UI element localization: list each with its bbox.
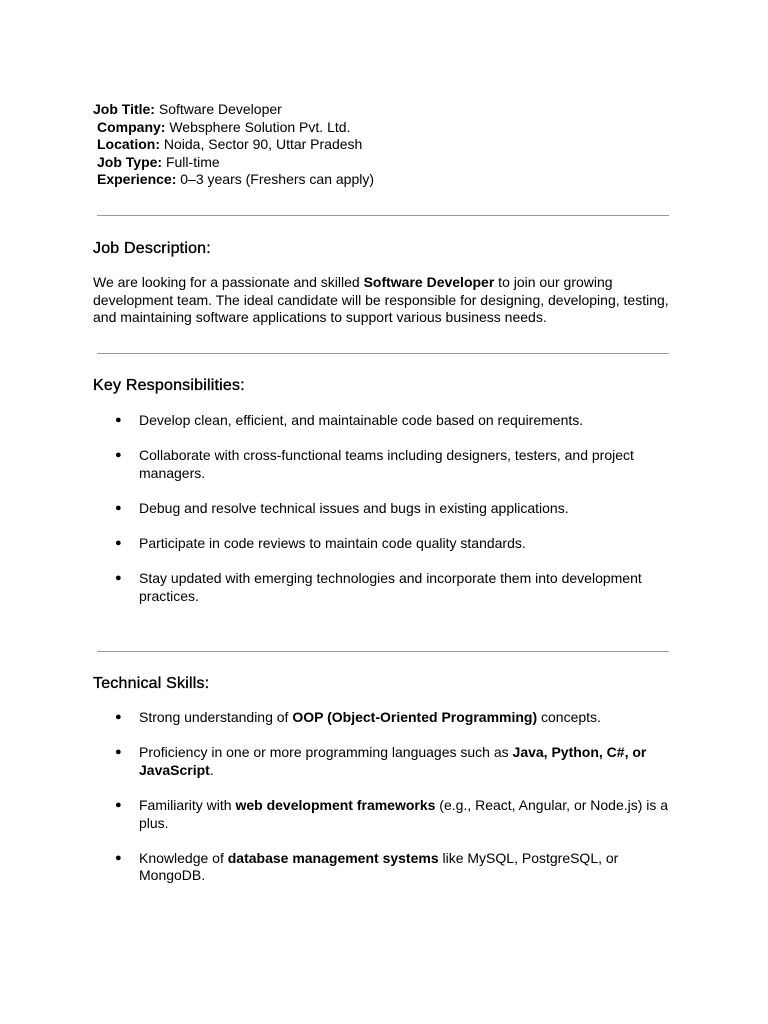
skill-text-pre: Proficiency in one or more programming languages such as	[139, 744, 513, 761]
technical-skills-heading: Technical Skills:	[93, 675, 210, 692]
skill-text-bold: Java, Python, C#, or JavaScript	[139, 744, 647, 778]
experience-row	[93, 171, 374, 189]
skill-text-post: (e.g., React, Angular, or Node.js) is a plus.	[139, 796, 669, 831]
skill-text-post: like MySQL, PostgreSQL, or MongoDB.	[139, 849, 619, 884]
responsibility-text: Collaborate with cross-functional teams including designers, testers, and project managers.	[139, 447, 634, 481]
bullet-icon: ●	[115, 449, 122, 462]
section-divider	[97, 651, 669, 652]
bullet-icon: ●	[115, 851, 122, 864]
responsibilities-list	[93, 412, 673, 623]
bullet-icon: ●	[115, 746, 122, 759]
list-item	[93, 500, 673, 518]
job-title-label: Job Title:	[93, 101, 155, 117]
location-row	[93, 136, 374, 154]
responsibility-text: Participate in code reviews to maintain code quality standards.	[139, 535, 526, 552]
company-value: Websphere Solution Pvt. Ltd.	[169, 118, 351, 135]
key-responsibilities-heading: Key Responsibilities:	[93, 377, 245, 394]
skill-text-post: concepts.	[537, 709, 601, 725]
description-text-bold: Software Developer	[363, 274, 495, 290]
skill-text-pre: Knowledge of	[139, 849, 228, 866]
skill-text-pre: Familiarity with	[139, 796, 236, 813]
description-text-end: to join our growing development team. The ideal candidate will be responsible for designing, developing, testing, and maintaining software applications to support various business needs.	[93, 274, 669, 326]
job-description-heading: Job Description:	[93, 240, 211, 257]
job-type-value: Full-time	[165, 153, 220, 170]
list-item	[93, 744, 673, 779]
experience-label: Experience:	[97, 171, 177, 188]
job-type-row	[93, 154, 374, 172]
bullet-icon: ●	[115, 798, 122, 811]
company-label: Company:	[97, 118, 166, 135]
list-item	[93, 412, 673, 430]
list-item	[93, 570, 673, 605]
bullet-icon: ●	[115, 711, 122, 723]
location-value: Noida, Sector 90, Uttar Pradesh	[163, 136, 363, 153]
list-item	[93, 850, 673, 885]
description-text-start: We are looking for a passionate and skilled	[93, 274, 364, 290]
bullet-icon: ●	[115, 572, 122, 585]
skill-text-pre: Strong understanding of	[139, 709, 293, 725]
responsibility-text: Stay updated with emerging technologies and incorporate them into development practices.	[139, 570, 642, 604]
job-type-label: Job Type:	[97, 153, 163, 170]
job-meta	[93, 101, 374, 189]
bullet-icon: ●	[115, 537, 122, 550]
experience-value: 0–3 years (Freshers can apply)	[180, 171, 375, 188]
job-title-row	[93, 101, 374, 119]
location-label: Location:	[97, 136, 160, 153]
bullet-icon: ●	[115, 501, 122, 514]
skill-text-bold: database management systems	[227, 849, 439, 866]
list-item	[93, 797, 673, 832]
company-row	[93, 119, 374, 137]
list-item	[93, 709, 673, 727]
responsibility-text: Debug and resolve technical issues and bugs in existing applications.	[139, 499, 569, 516]
skills-list	[93, 709, 673, 903]
bullet-icon: ●	[115, 414, 122, 426]
job-description-text	[93, 274, 673, 327]
list-item	[93, 535, 673, 553]
job-title-value: Software Developer	[158, 101, 282, 117]
skill-text-post: .	[209, 761, 214, 778]
list-item	[93, 447, 673, 482]
section-divider	[97, 215, 669, 216]
responsibility-text: Develop clean, efficient, and maintainable code based on requirements.	[139, 412, 584, 428]
skill-text-bold: OOP (Object-Oriented Programming)	[292, 709, 538, 725]
skill-text-bold: web development frameworks	[235, 796, 436, 813]
section-divider	[97, 353, 669, 354]
